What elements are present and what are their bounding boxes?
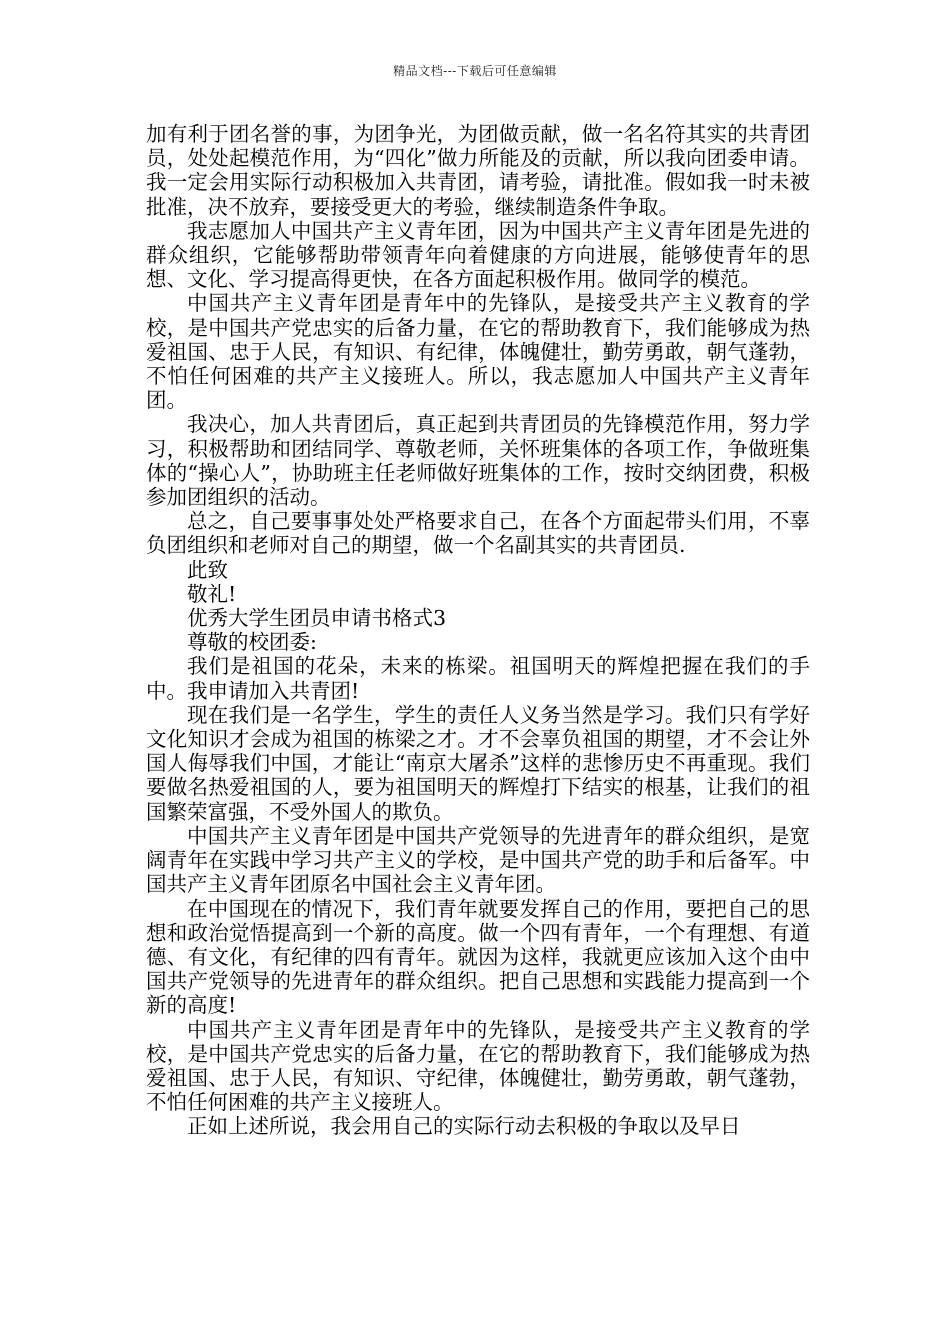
paragraph: 总之，自己要事事处处严格要求自己，在各个方面起带头们用，不辜负团组织和老师对自己的期望，做一个名副其实的共青团员.: [146, 509, 810, 558]
paragraph: 我志愿加人中国共产主义青年团，因为中国共产主义青年团是先进的群众组织，它能够帮助带领青年向着健康的方向进展，能够使青年的思想、文化、学习提高得更快，在各方面起积极作用。做同学的模范。: [146, 218, 810, 292]
paragraph: 我决心，加人共青团后，真正起到共青团员的先锋模范作用，努力学习，积极帮助和团结同学、尊敬老师，关怀班集体的各项工作，争做班集体的“操心人”，协助班主任老师做好班集体的工作，按时交纳团费，积极参加团组织的活动。: [146, 412, 810, 510]
paragraph: 尊敬的校团委:: [187, 630, 317, 655]
paragraph: 敬礼!: [187, 581, 237, 606]
paragraph: 加有利于团名誉的事，为团争光，为团做贡献，做一名名符其实的共青团员，处处起模范作用，为“四化”做力所能及的贡献，所以我向团委申请。我一定会用实际行动积极加入共青团，请考验，请批准。假如我一时未被批准，决不放弃，要接受更大的考验，继续制造条件争取。: [146, 122, 810, 219]
paragraph: 正如上述所说，我会用自己的实际行动去积极的争取以及早日: [187, 1114, 741, 1139]
paragraph: 此致: [187, 557, 228, 582]
paragraph: 在中国现在的情况下，我们青年就要发挥自己的作用，要把自己的思想和政治觉悟提高到一个新的高度。做一个四有青年，一个有理想、有道德、有文化，有纪律的四有青年。就因为这样，我就更应该加入这个由中国共产党领导的先进青年的群众组织。把自己思想和实践能力提高到一个新的高度!: [146, 896, 810, 1018]
page-header: 精品文档---下载后可任意编辑: [393, 64, 557, 78]
paragraph: 优秀大学生团员申请书格式3: [187, 606, 447, 631]
paragraph: 现在我们是一名学生，学生的责任人义务当然是学习。我们只有学好文化知识才会成为祖国的栋梁之才。才不会辜负祖国的期望，才不会让外国人侮辱我们中国，才能让“南京大屠杀”这样的悲惨历史不再重现。我们要做名热爱祖国的人，要为祖国明天的辉煌打下结实的根基，让我们的祖国繁荣富强，不受外国人的欺负。: [146, 702, 810, 824]
paragraph: 我们是祖国的花朵，未来的栋梁。祖国明天的辉煌把握在我们的手中。我申请加入共青团!: [146, 654, 810, 703]
paragraph: 中国共产主义青年团是中国共产党领导的先进青年的群众组织，是宽阔青年在实践中学习共产主义的学校，是中国共产党的助手和后备军。中国共产主义青年团原名中国社会主义青年团。: [146, 823, 810, 897]
paragraph: 中国共产主义青年团是青年中的先锋队，是接受共产主义教育的学校，是中国共产党忠实的后备力量，在它的帮助教育下，我们能够成为热爱祖国、忠于人民，有知识、守纪律，体魄健壮，勤劳勇敢，朝气蓬勃，不怕任何困难的共产主义接班人。: [146, 1017, 810, 1115]
paragraph: 中国共产主义青年团是青年中的先锋队，是接受共产主义教育的学校，是中国共产党忠实的后备力量，在它的帮助教育下，我们能够成为热爱祖国、忠于人民，有知识、有纪律，体魄健壮，勤劳勇敢，朝气蓬勃，不怕任何困难的共产主义接班人。所以，我志愿加人中国共产主义青年团。: [146, 291, 810, 413]
document-body: [146, 122, 810, 1139]
